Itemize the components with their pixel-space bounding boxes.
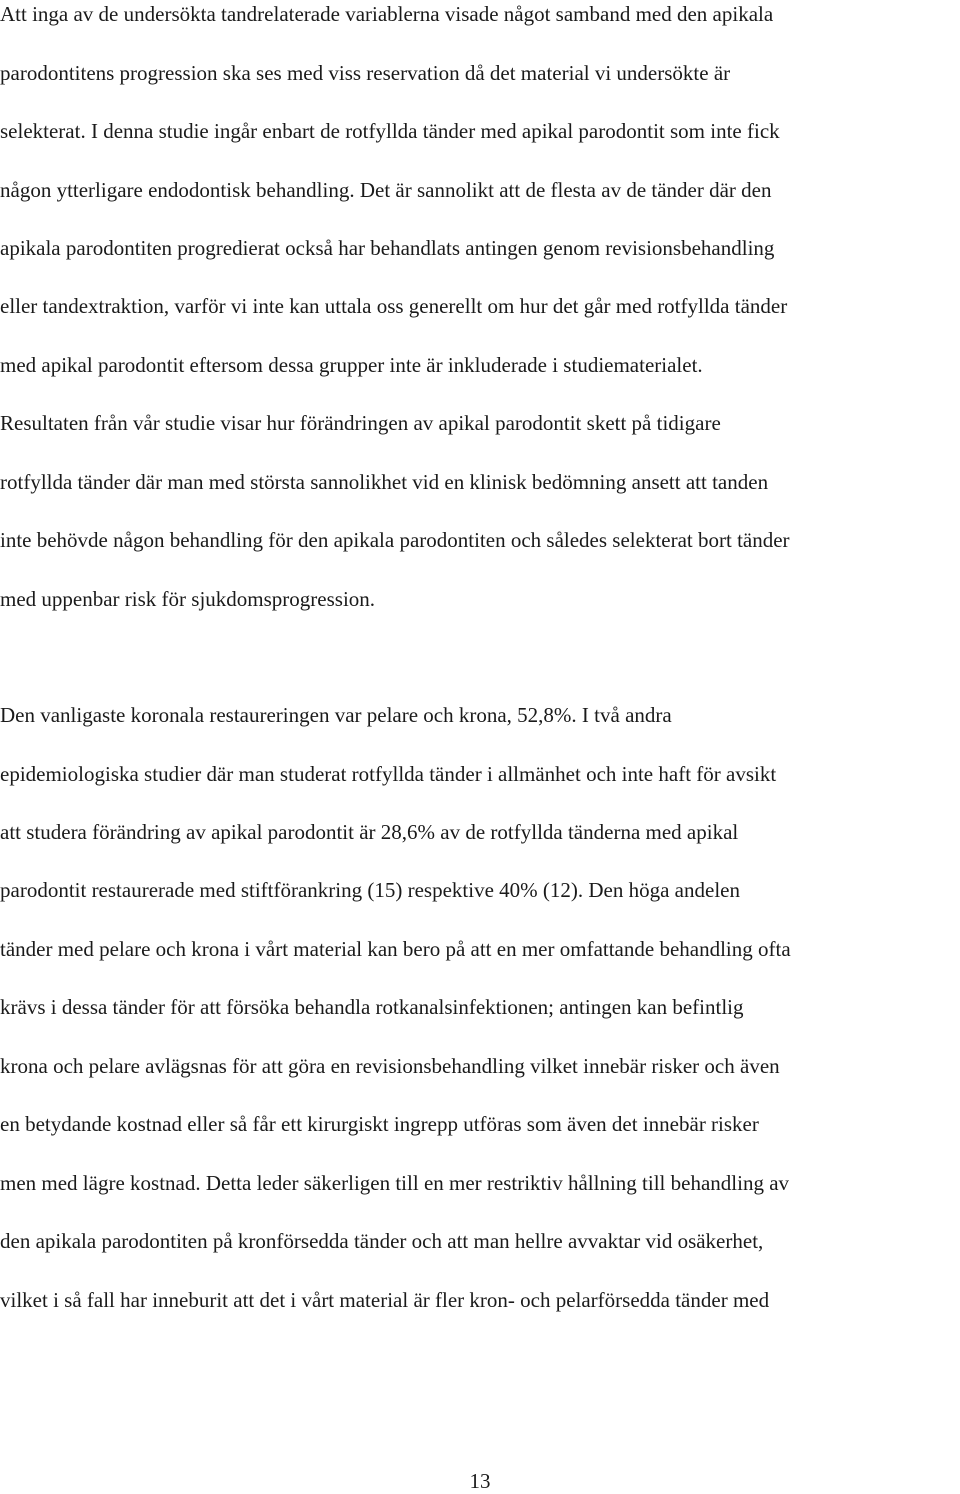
text-line: tänder med pelare och krona i vårt material kan bero på att en mer omfattande behandling ofta [0,937,791,961]
text-line: men med lägre kostnad. Detta leder säkerligen till en mer restriktiv hållning till behandling av [0,1171,790,1195]
text-line: parodontitens progression ska ses med viss reservation då det material vi undersökte är [0,61,731,85]
text-line: en betydande kostnad eller så får ett kirurgiskt ingrepp utföras som även det innebär risker [0,1112,759,1136]
text-line: vilket i så fall har inneburit att det i vårt material är fler kron- och pelarförsedda tänder med [0,1288,770,1312]
text-line: att studera förändring av apikal parodontit är 28,6% av de rotfyllda tänderna med apikal [0,820,739,844]
text-line: Att inga av de undersökta tandrelaterade variablerna visade något samband med den apikala [0,2,774,26]
text-line: Resultaten från vår studie visar hur förändringen av apikal parodontit skett på tidigare [0,411,721,435]
text-line: epidemiologiska studier där man studerat rotfyllda tänder i allmänhet och inte haft för avsikt [0,762,777,786]
text-line: någon ytterligare endodontisk behandling. Det är sannolikt att de flesta av de tänder där den [0,178,772,202]
text-line: rotfyllda tänder där man med största sannolikhet vid en klinisk bedömning ansett att tanden [0,470,769,494]
text-line: parodontit restaurerade med stiftförankring (15) respektive 40% (12). Den höga andelen [0,878,740,902]
text-line: selekterat. I denna studie ingår enbart de rotfyllda tänder med apikal parodontit som inte fick [0,119,780,143]
text-line: eller tandextraktion, varför vi inte kan uttala oss generellt om hur det går med rotfyllda tänder [0,294,788,318]
text-line: inte behövde någon behandling för den apikala parodontiten och således selekterat bort tänder [0,528,790,552]
page-number: 13 [469,1469,491,1493]
text-line: med apikal parodontit eftersom dessa grupper inte är inkluderade i studiematerialet. [0,353,703,377]
text-line: Den vanligaste koronala restaureringen var pelare och krona, 52,8%. I två andra [0,703,672,727]
text-line: den apikala parodontiten på kronförsedda tänder och att man hellre avvaktar vid osäkerhet, [0,1229,764,1253]
text-line: med uppenbar risk för sjukdomsprogression. [0,587,376,611]
text-line: krävs i dessa tänder för att försöka behandla rotkanalsinfektionen; antingen kan befintlig [0,995,744,1019]
text-line: krona och pelare avlägsnas för att göra en revisionsbehandling vilket innebär risker och även [0,1054,780,1078]
text-line: apikala parodontiten progredierat också har behandlats antingen genom revisionsbehandling [0,236,775,260]
